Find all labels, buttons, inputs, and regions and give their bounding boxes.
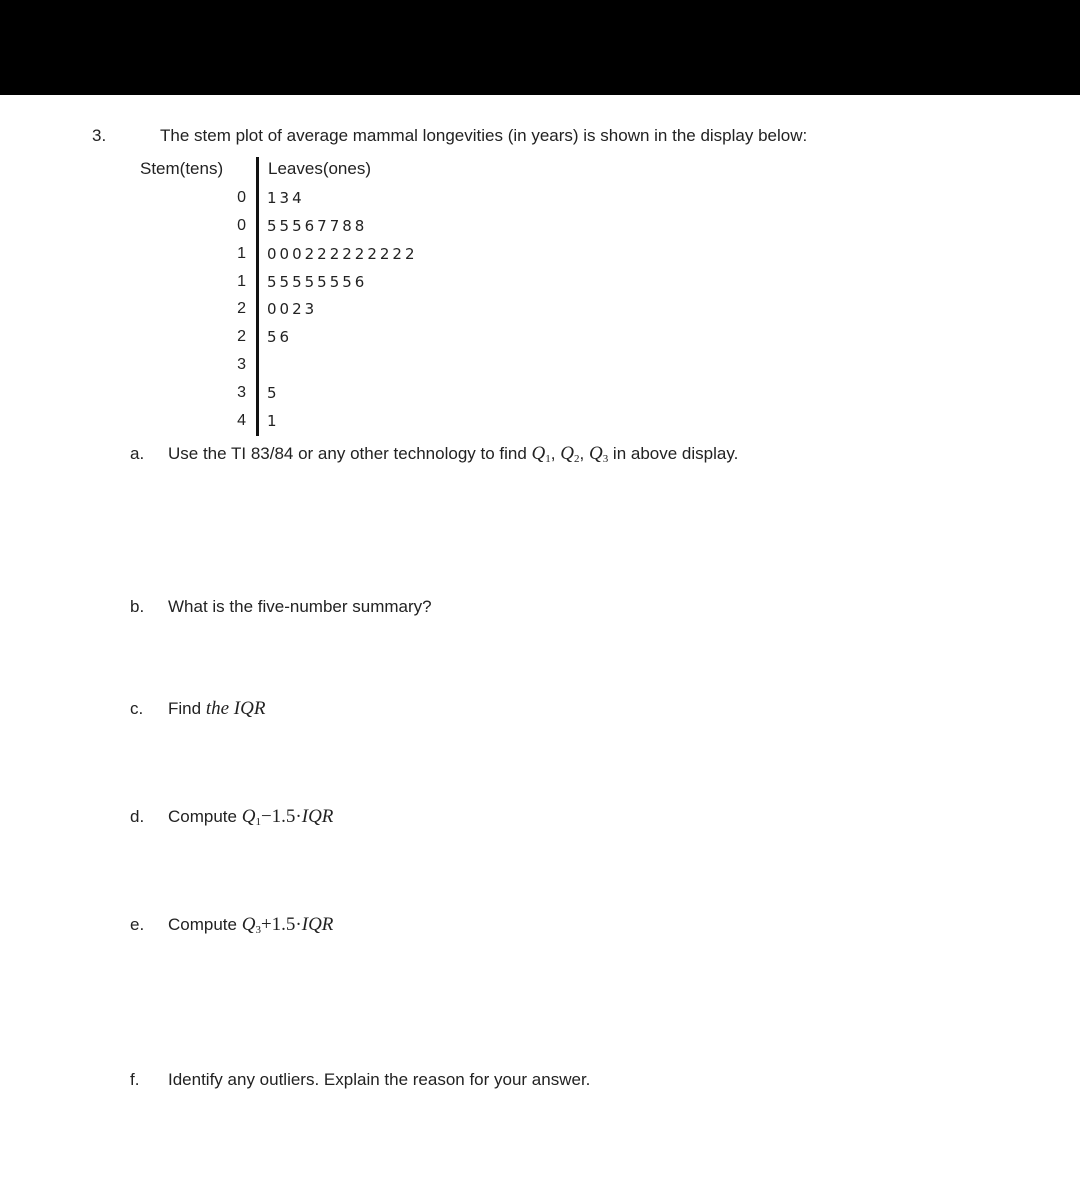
stem-value: 1 xyxy=(237,245,246,262)
part-b-label: b. xyxy=(130,597,145,616)
leaf-values: 000222222222 xyxy=(267,245,418,263)
part-c-text: Find xyxy=(168,699,202,718)
stem-value: 3 xyxy=(237,384,246,401)
stemplot-divider xyxy=(256,157,259,436)
part-e-text: Compute xyxy=(168,915,237,934)
leaf-values: 56 xyxy=(267,328,293,346)
part-b xyxy=(130,597,432,617)
part-e-label: e. xyxy=(130,915,145,934)
part-f xyxy=(130,1070,590,1090)
leaf-values: 134 xyxy=(267,189,305,207)
operator: −1.5· xyxy=(260,806,302,827)
iqr-symbol: IQR xyxy=(301,806,334,827)
part-f-text: Identify any outliers. Explain the reason for your answer. xyxy=(168,1070,591,1089)
part-a-suffix: in above display. xyxy=(612,444,739,463)
worksheet-page xyxy=(0,95,1080,1203)
question-number: 3. xyxy=(92,126,107,145)
part-b-text: What is the five-number summary? xyxy=(168,597,432,616)
stem-value: 3 xyxy=(237,356,246,373)
stem-value: 2 xyxy=(237,328,246,345)
part-a xyxy=(130,443,738,465)
part-a-text: Use the TI 83/84 or any other technology to find xyxy=(168,444,527,463)
comma: , xyxy=(550,444,556,463)
iqr-expression: the IQR xyxy=(205,698,266,719)
q1-symbol: $Q_1$ xyxy=(241,806,261,828)
stem-value: 1 xyxy=(237,273,246,290)
part-d xyxy=(130,806,333,828)
leaf-values: 55555556 xyxy=(267,273,368,291)
question-text: The stem plot of average mammal longevities (in years) is shown in the display below: xyxy=(160,126,808,145)
stem-value: 0 xyxy=(237,189,246,206)
comma: , xyxy=(579,444,585,463)
operator: +1.5· xyxy=(260,914,302,935)
q3-symbol: $Q_3$ xyxy=(588,443,609,465)
leaf-values: 0023 xyxy=(267,300,318,318)
stem-header: Stem(tens) xyxy=(140,159,224,178)
part-d-text: Compute xyxy=(168,807,237,826)
leaf-values: 5 xyxy=(267,384,280,402)
iqr-symbol: IQR xyxy=(301,914,334,935)
part-c xyxy=(130,698,265,720)
part-a-label: a. xyxy=(130,444,145,463)
stem-value: 2 xyxy=(237,300,246,317)
part-d-label: d. xyxy=(130,807,145,826)
q1-symbol: $Q_1$ xyxy=(531,443,551,465)
stem-value: 4 xyxy=(237,412,246,429)
stem-value: 0 xyxy=(237,217,246,234)
part-f-label: f. xyxy=(130,1070,140,1089)
leaf-values: 55567788 xyxy=(267,217,368,235)
q3-symbol: $Q_3$ xyxy=(241,914,261,936)
leaf-header: Leaves(ones) xyxy=(268,159,372,178)
q2-symbol: $Q_2$ xyxy=(560,443,580,465)
leaf-values: 1 xyxy=(267,412,280,430)
part-e xyxy=(130,914,333,936)
part-c-label: c. xyxy=(130,699,144,718)
